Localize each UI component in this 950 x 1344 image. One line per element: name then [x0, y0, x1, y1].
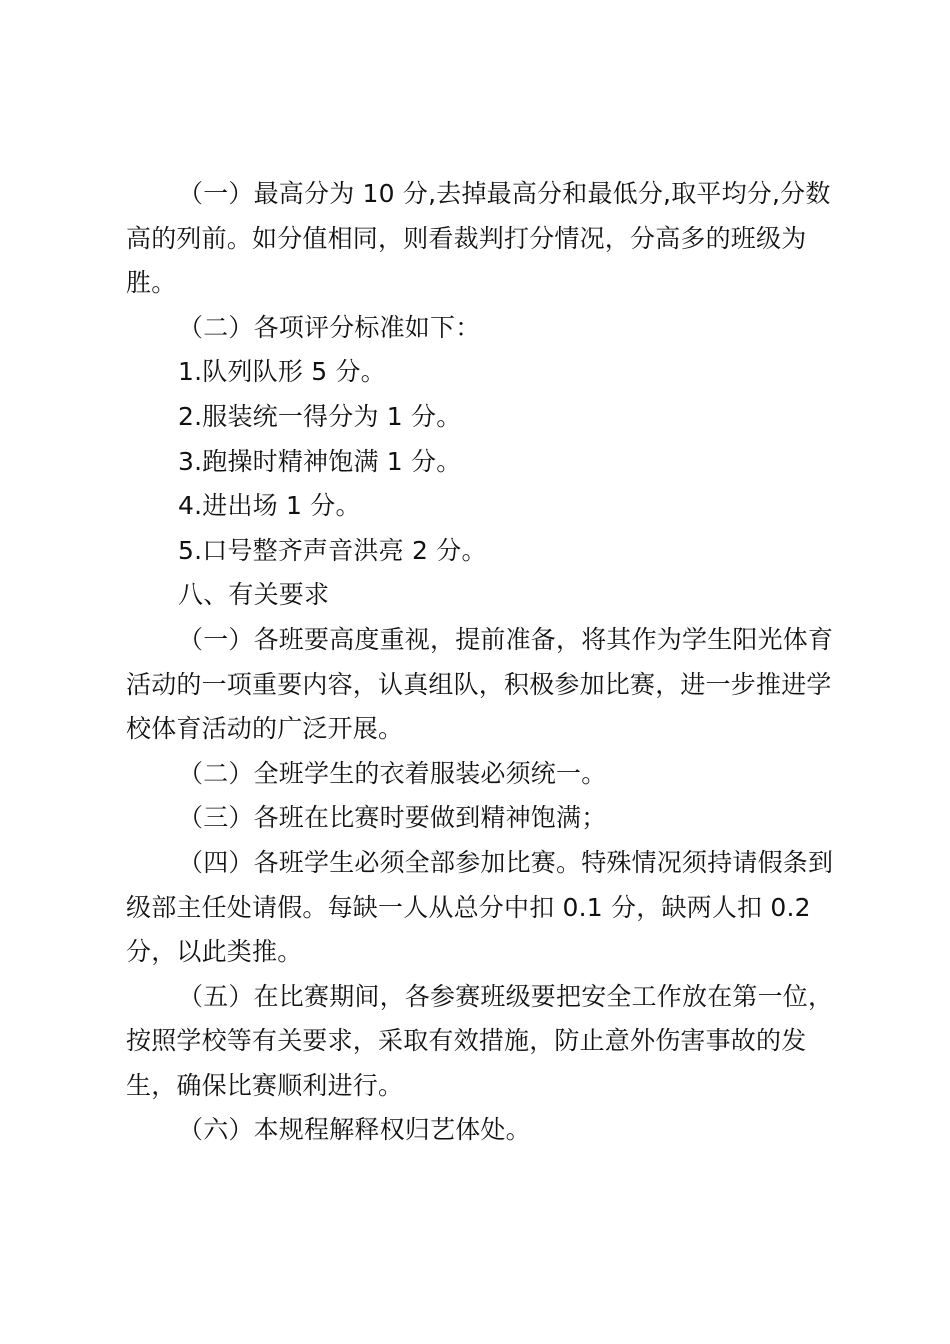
scoring-item-spirit: 3.跑操时精神饱满 1 分。: [178, 446, 462, 476]
requirement-paragraph-3: （三）各班在比赛时要做到精神饱满；: [178, 803, 607, 833]
scoring-item-slogan: 5.口号整齐声音洪亮 2 分。: [178, 535, 487, 565]
section-heading-requirements: 八、有关要求: [178, 580, 330, 610]
requirement-paragraph-5: （五）在比赛期间，各参赛班级要把安全工作放在第一位，按照学校等有关要求，采取有效措施，防止意外伤害事故的发生，确保比赛顺利进行。: [126, 981, 834, 1100]
requirement-paragraph-1: （一）各班要高度重视，提前准备，将其作为学生阳光体育活动的一项重要内容，认真组队，积极参加比赛，进一步推进学校体育活动的广泛开展。: [126, 624, 834, 744]
requirement-paragraph-6: （六）本规程解释权归艺体处。: [178, 1115, 531, 1145]
scoring-item-formation: 1.队列队形 5 分。: [178, 357, 386, 387]
requirement-paragraph-2: （二）全班学生的衣着服装必须统一。: [178, 758, 607, 788]
scoring-item-uniform: 2.服装统一得分为 1 分。: [178, 401, 462, 431]
requirement-paragraph-4: （四）各班学生必须全部参加比赛。特殊情况须持请假条到级部主任处请假。每缺一人从总分中扣 0.1 分，缺两人扣 0.2 分，以此类推。: [126, 847, 834, 967]
document-body: [126, 172, 838, 1153]
scoring-standard-heading: （二）各项评分标准如下：: [178, 312, 481, 342]
scoring-rule-paragraph: （一）最高分为 10 分,去掉最高分和最低分,取平均分,分数高的列前。如分值相同，则看裁判打分情况，分高多的班级为胜。: [126, 179, 831, 298]
scoring-item-entry-exit: 4.进出场 1 分。: [178, 491, 361, 521]
